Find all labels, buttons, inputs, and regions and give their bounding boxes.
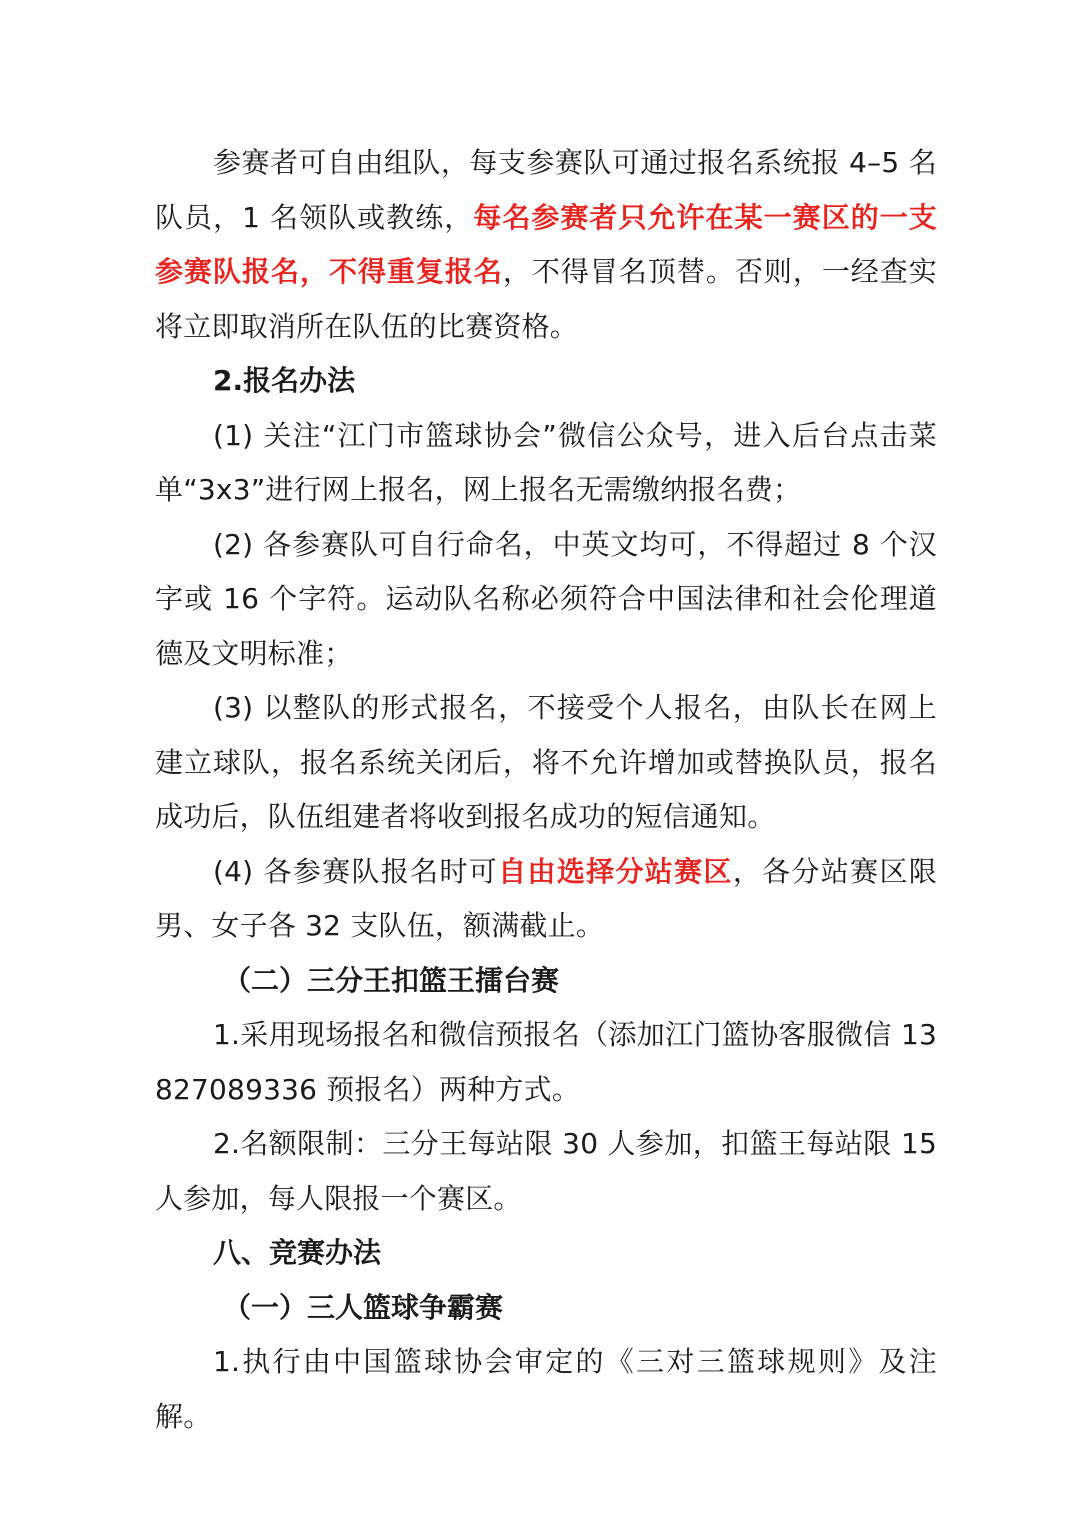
paragraph-team-composition [155, 136, 937, 354]
text-run: 参赛者可自由组队，每支参赛队可通过报名系统报 4–5 名队员，1 名领队或教练， [155, 146, 937, 234]
signup-item-4 [155, 845, 937, 954]
text-run: ，不得冒名顶替。否则，一经查实将立即取消所在队伍的比赛资格。 [155, 255, 937, 343]
signup-item-2: (2) 各参赛队可自行命名，中英文均可，不得超过 8 个汉字或 16 个字符。运动队名称必须符合中国法律和社会伦理道德及文明标准； [155, 527, 937, 670]
document-page [155, 136, 937, 1444]
highlighted-rule: 自由选择分站赛区 [498, 854, 733, 888]
contest2-item-2: 2.名额限制：三分王每站限 30 人参加，扣篮王每站限 15 人参加，每人限报一个赛区。 [155, 1127, 937, 1215]
text-run: ，各分站赛区限男、女子各 32 支队伍，额满截止。 [155, 854, 938, 942]
signup-item-1: (1) 关注“江门市篮球协会”微信公众号，进入后台点击菜单“3x3”进行网上报名，网上报名无需缴纳报名费； [155, 418, 937, 506]
contest2-item-1: 1.采用现场报名和微信预报名（添加江门篮协客服微信 13827089336 预报名）两种方式。 [155, 1018, 937, 1106]
signup-item-3: (3) 以整队的形式报名，不接受个人报名，由队长在网上建立球队，报名系统关闭后，将不允许增加或替换队员，报名成功后，队伍组建者将收到报名成功的短信通知。 [155, 691, 937, 833]
heading-contest-3x3: （一）三人篮球争霸赛 [223, 1290, 504, 1324]
highlighted-rule: 每名参赛者只允许在某一赛区的一支参赛队报名，不得重复报名 [155, 200, 938, 288]
contest1-item-1: 1.执行由中国篮球协会审定的《三对三篮球规则》及注解。 [155, 1345, 937, 1433]
heading-section-8: 八、竞赛办法 [213, 1236, 382, 1269]
heading-contest-3pt-dunk: （二）三分王扣篮王擂台赛 [223, 963, 560, 997]
heading-signup-method: 2.报名办法 [213, 364, 356, 397]
text-run: (4) 各参赛队报名时可 [213, 854, 499, 888]
